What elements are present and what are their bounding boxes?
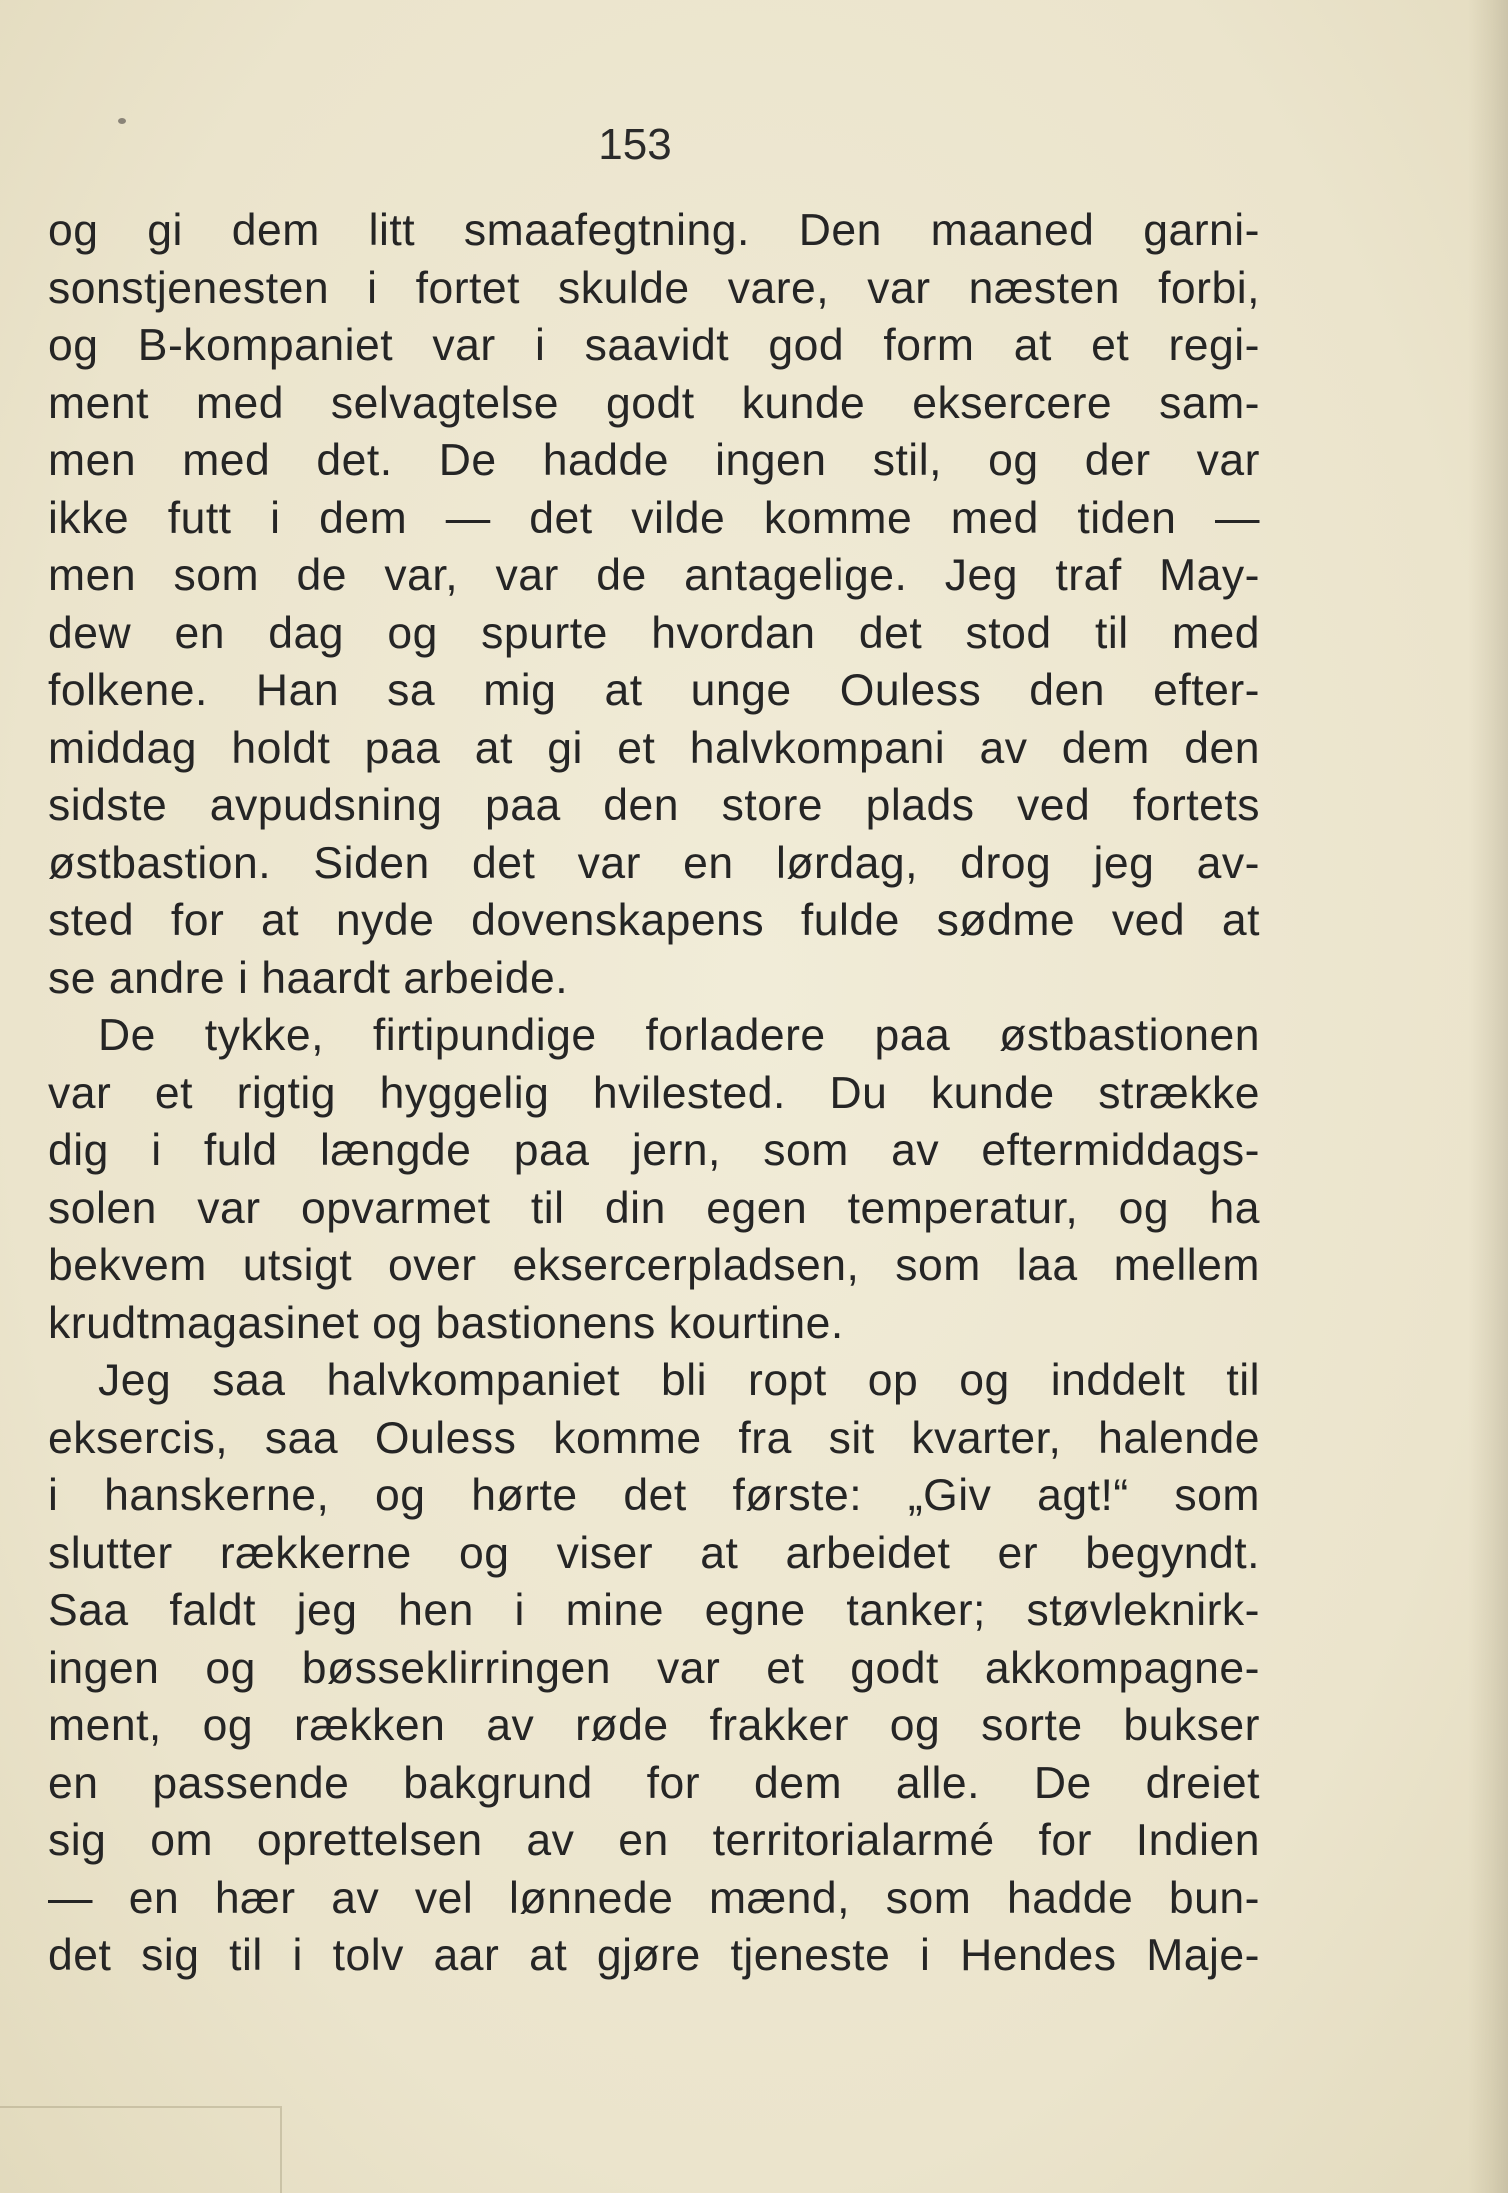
- text-line: og gi dem litt smaafegtning. Den maaned garni-: [48, 206, 1260, 255]
- text-line: slutter rækkerne og viser at arbeidet er begyndt.: [48, 1528, 1260, 1578]
- scan-corner-mark: [0, 2106, 282, 2193]
- text-line: sidste avpudsning paa den store plads ved fortets: [48, 781, 1260, 830]
- text-line: sonstjenesten i fortet skulde vare, var næsten forbi,: [48, 263, 1260, 313]
- text-line: ment, og rækken av røde frakker og sorte bukser: [48, 1701, 1260, 1750]
- text-line: sted for at nyde dovenskapens fulde sødme ved at: [48, 896, 1260, 945]
- text-line: men med det. De hadde ingen stil, og der var: [48, 436, 1260, 485]
- body-text: [48, 202, 1260, 1985]
- text-line: østbastion. Siden det var en lørdag, drog jeg av-: [48, 838, 1260, 888]
- text-line: en passende bakgrund for dem alle. De dreiet: [48, 1758, 1260, 1808]
- text-line: ment med selvagtelse godt kunde eksercere sam-: [48, 378, 1260, 428]
- text-line: De tykke, firtipundige forladere paa østbastionen: [98, 1011, 1260, 1060]
- text-line: eksercis, saa Ouless komme fra sit kvarter, halende: [48, 1413, 1260, 1463]
- page-number: 153: [598, 120, 672, 169]
- text-line: Saa faldt jeg hen i mine egne tanker; støvleknirk-: [48, 1586, 1260, 1635]
- text-line: i hanskerne, og hørte det første: „Giv agt!“ som: [48, 1471, 1260, 1520]
- text-line: ikke futt i dem — det vilde komme med tiden —: [48, 493, 1260, 543]
- text-line: det sig til i tolv aar at gjøre tjeneste i Hendes Maje-: [48, 1931, 1260, 1980]
- text-line: sig om oprettelsen av en territorialarmé for Indien: [48, 1816, 1260, 1865]
- text-line: se andre i haardt arbeide.: [48, 953, 569, 1003]
- text-line: bekvem utsigt over eksercerpladsen, som laa mellem: [48, 1241, 1260, 1290]
- text-line: — en hær av vel lønnede mænd, som hadde bun-: [48, 1873, 1260, 1923]
- text-line: dig i fuld længde paa jern, som av eftermiddags-: [48, 1126, 1260, 1175]
- text-line: solen var opvarmet til din egen temperatur, og ha: [48, 1183, 1260, 1233]
- text-line: og B-kompaniet var i saavidt god form at et regi-: [48, 321, 1260, 370]
- text-line: dew en dag og spurte hvordan det stod til med: [48, 608, 1260, 658]
- text-line: folkene. Han sa mig at unge Ouless den efter-: [48, 666, 1260, 715]
- spine-shadow: [1468, 0, 1508, 2193]
- text-line: men som de var, var de antagelige. Jeg traf May-: [48, 551, 1260, 600]
- text-line: var et rigtig hyggelig hvilested. Du kunde strække: [48, 1068, 1260, 1118]
- text-line: ingen og bøsseklirringen var et godt akkompagne-: [48, 1643, 1260, 1693]
- text-line: middag holdt paa at gi et halvkompani av dem den: [48, 723, 1260, 773]
- text-line: krudtmagasinet og bastionens kourtine.: [48, 1298, 844, 1348]
- text-line: Jeg saa halvkompaniet bli ropt op og inddelt til: [98, 1356, 1260, 1405]
